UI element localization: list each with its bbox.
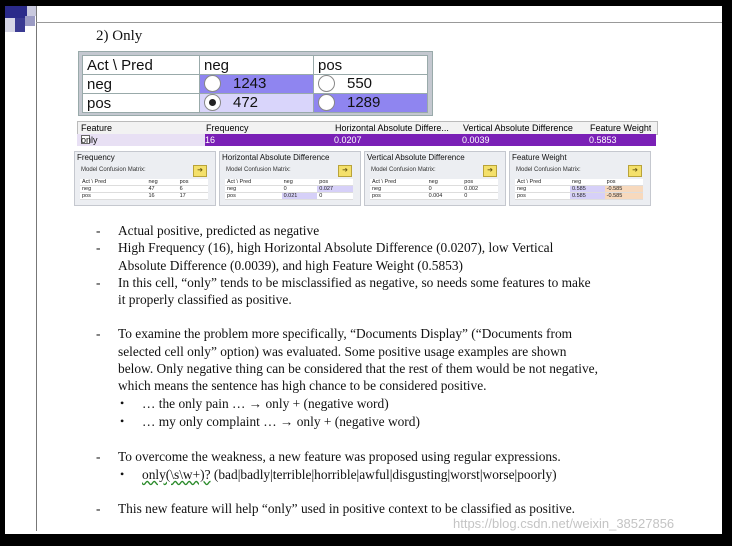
- panel-title: Feature Weight: [512, 153, 567, 162]
- cell: 0.021: [282, 193, 318, 200]
- bullet-text: which means the sentence has high chance to be considered positive.: [118, 378, 487, 393]
- cell: 16: [146, 193, 177, 200]
- cell: 47: [146, 186, 177, 193]
- cell: 0: [317, 193, 353, 200]
- weight-cell: 0.5853: [589, 135, 617, 145]
- cell: pos: [462, 179, 498, 186]
- cell: neg: [515, 186, 570, 193]
- cm-cell[interactable]: [314, 94, 428, 113]
- bullet-text: In this cell, “only” tends to be misclassified as negative, so needs some features to make: [118, 275, 591, 290]
- column-header[interactable]: Horizontal Absolute Differe...: [335, 123, 449, 133]
- panel-title: Frequency: [77, 153, 115, 162]
- cell: 0.027: [317, 186, 353, 193]
- frequency-cell: 16: [205, 135, 216, 145]
- feature-cell[interactable]: [77, 134, 205, 146]
- vertical-cell: 0.0039: [462, 135, 490, 145]
- radio-button[interactable]: [318, 75, 335, 92]
- feature-name: only: [81, 135, 98, 145]
- cell: pos: [317, 179, 353, 186]
- cell: 0: [282, 186, 318, 193]
- cell: 0: [427, 186, 463, 193]
- decoration: [15, 18, 25, 32]
- bullet-text: Absolute Difference (0.0039), and high Feature Weight (0.5853): [118, 258, 464, 273]
- cm-row-label: neg: [83, 75, 200, 94]
- arrow-icon[interactable]: ➜: [338, 165, 352, 177]
- cm-header: pos: [314, 56, 428, 75]
- bullet-dash: -: [96, 326, 101, 341]
- column-header[interactable]: Feature: [81, 123, 113, 133]
- regex-words: (bad|badly|terrible|horrible|awful|disgusting|worst|worse|poorly): [210, 467, 557, 482]
- column-header[interactable]: Feature Weight: [590, 123, 652, 133]
- bullet-text: This new feature will help “only” used in positive context to be classified as positive.: [118, 501, 576, 516]
- bullet-dash: -: [96, 240, 101, 255]
- cm-row-label: pos: [83, 94, 200, 113]
- panel-frequency: [74, 151, 216, 206]
- cm-value: 1289: [347, 94, 381, 112]
- cell: Act \ Pred: [370, 179, 427, 186]
- bullet-text: selected cell only” option) was evaluated. Some positive usage examples are shown: [118, 344, 567, 359]
- cell: pos: [80, 193, 146, 200]
- decoration: [25, 16, 35, 26]
- cm-value: 550: [347, 75, 373, 93]
- cm-header: Act \ Pred: [83, 56, 200, 75]
- cm-cell[interactable]: [200, 75, 314, 94]
- decoration: [5, 6, 27, 18]
- regex-text: only(\s\w+)?: [142, 467, 211, 482]
- bullet-text: it properly classified as positive.: [118, 292, 292, 307]
- horizontal-cell: 0.0207: [334, 135, 362, 145]
- cell: -0.585: [605, 193, 643, 200]
- cm-value: 472: [233, 94, 259, 112]
- divider: [36, 22, 722, 23]
- bullet-text: To examine the problem more specifically, “Documents Display” (“Documents from: [118, 326, 573, 341]
- bullet-text: below. Only negative thing can be considered that the rest of them would be not negative,: [118, 361, 598, 376]
- bullet-text: High Frequency (16), high Horizontal Absolute Difference (0.0207), low Vertical: [118, 240, 554, 255]
- bullet-dash: -: [96, 223, 101, 238]
- panel-horizontal: [219, 151, 361, 206]
- panel-weight: [509, 151, 651, 206]
- panel-title: Horizontal Absolute Difference: [222, 153, 330, 162]
- cell: neg: [80, 186, 146, 193]
- arrow-icon[interactable]: ➜: [483, 165, 497, 177]
- feature-table: [77, 121, 656, 147]
- cell: 0.585: [570, 193, 605, 200]
- cell: neg: [370, 186, 427, 193]
- cell: 6: [178, 186, 208, 193]
- radio-button[interactable]: [204, 75, 221, 92]
- panel-subtitle: Model Confusion Matrix:: [226, 167, 291, 173]
- cell: pos: [605, 179, 643, 186]
- feature-table-header: [77, 121, 658, 135]
- panel-vertical: [364, 151, 506, 206]
- cell: neg: [282, 179, 318, 186]
- divider: [36, 6, 37, 531]
- panel-subtitle: Model Confusion Matrix:: [516, 167, 581, 173]
- cell: pos: [225, 193, 282, 200]
- section-heading: 2) Only: [96, 28, 143, 44]
- cell: 0.004: [427, 193, 463, 200]
- sub-bullet-text: … the only pain … → only + (negative word): [142, 396, 389, 411]
- bullet-text: Actual positive, predicted as negative: [118, 223, 320, 238]
- cell: 0.585: [570, 186, 605, 193]
- arrow-icon[interactable]: ➜: [193, 165, 207, 177]
- column-header[interactable]: Frequency: [206, 123, 249, 133]
- cm-cell[interactable]: [314, 75, 428, 94]
- cm-cell[interactable]: [200, 94, 314, 113]
- cell: 0: [462, 193, 498, 200]
- cell: Act \ Pred: [225, 179, 282, 186]
- confusion-matrix: [78, 51, 433, 116]
- bullet-dash: -: [96, 275, 101, 290]
- bullet-dot: •: [120, 414, 125, 428]
- panel-subtitle: Model Confusion Matrix:: [371, 167, 436, 173]
- cm-value: 1243: [233, 75, 267, 93]
- cell: pos: [178, 179, 208, 186]
- watermark: https://blog.csdn.net/weixin_38527856: [453, 516, 675, 531]
- feature-row[interactable]: [77, 134, 656, 146]
- panel-subtitle: Model Confusion Matrix:: [81, 167, 146, 173]
- cell: pos: [370, 193, 427, 200]
- cell: neg: [146, 179, 177, 186]
- cell: neg: [427, 179, 463, 186]
- sub-bullet-text: … my only complaint … → only + (negative word): [142, 414, 420, 429]
- arrow-icon[interactable]: ➜: [628, 165, 642, 177]
- cell: Act \ Pred: [515, 179, 570, 186]
- bullet-dash: -: [96, 501, 101, 516]
- column-header[interactable]: Vertical Absolute Difference: [463, 123, 573, 133]
- cell: neg: [225, 186, 282, 193]
- cm-header: neg: [200, 56, 314, 75]
- bullet-dot: •: [120, 396, 125, 410]
- cell: 0.002: [462, 186, 498, 193]
- cell: neg: [570, 179, 605, 186]
- panel-title: Vertical Absolute Difference: [367, 153, 465, 162]
- bullet-dot: •: [120, 467, 125, 481]
- decoration: [5, 18, 15, 32]
- sub-bullet-text: [142, 466, 557, 483]
- radio-button-selected[interactable]: [204, 94, 221, 111]
- cell: pos: [515, 193, 570, 200]
- radio-button[interactable]: [318, 94, 335, 111]
- bullet-text: To overcome the weakness, a new feature was proposed using regular expressions.: [118, 449, 561, 464]
- cell: -0.585: [605, 186, 643, 193]
- bullet-dash: -: [96, 449, 101, 464]
- cell: 17: [178, 193, 208, 200]
- cell: Act \ Pred: [80, 179, 146, 186]
